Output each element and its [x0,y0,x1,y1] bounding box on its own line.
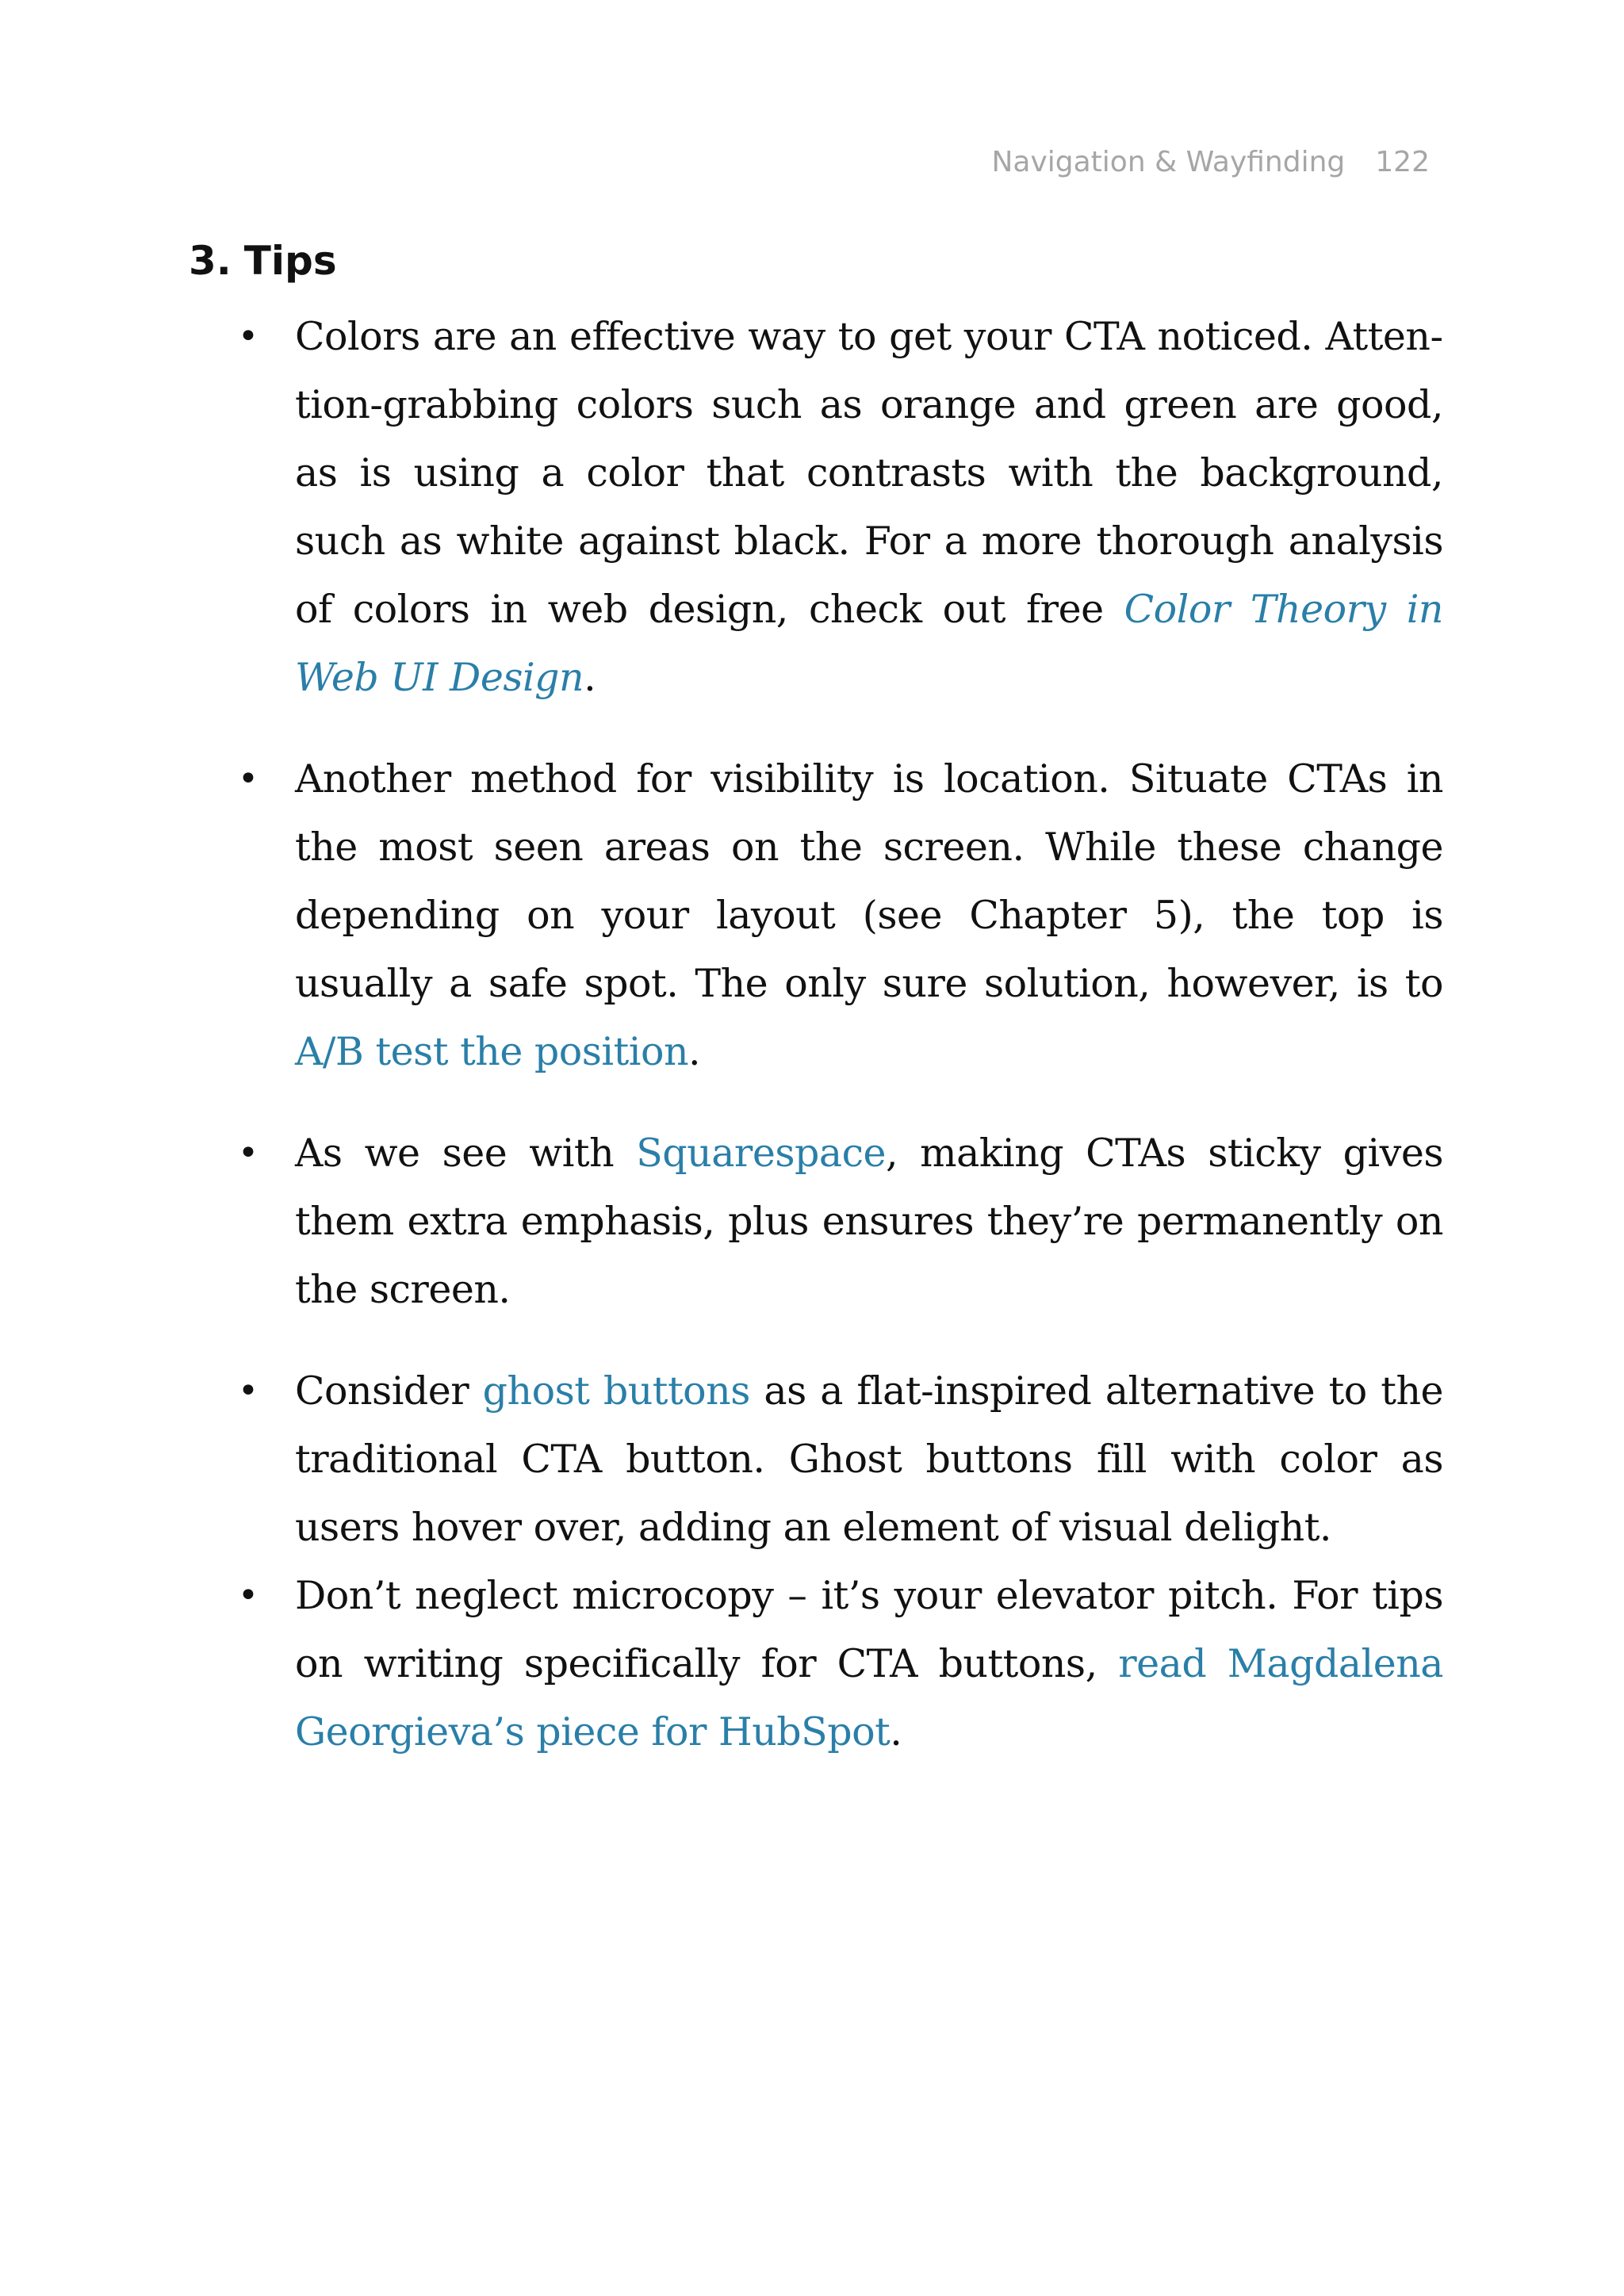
section-heading [189,238,337,284]
list-item [238,1357,1443,1562]
color-theory-link[interactable]: Color Theory in Web UI Design [295,587,1443,700]
tip-text-end: as a flat-inspired alternative to the traditional CTA button. Ghost buttons fill with color as users hover over, adding an element of visual delight. [295,1368,1444,1550]
tip-text-end: , making CTAs sticky gives them extra emphasis, plus ensures they’re permanently on the screen. [295,1131,1444,1312]
chapter-title: Navigation & Wayfinding [991,146,1346,178]
list-item [238,303,1443,712]
tip-text: Colors are an effective way to get your CTA noticed. Attention-grabbing colors such as orange and green are good, as is using a color that contrasts with the background, such as white against black. For a more thorough analysis of colors in web design, check out free [295,314,1443,632]
page-number: 122 [1375,146,1430,178]
bullet-icon: • [238,759,259,799]
section-title: Tips [243,238,337,284]
bullet-icon: • [238,1133,259,1173]
list-item [238,1119,1443,1324]
tip-text: Another method for visibility is location. Situate CTAs in the most seen areas on the screen. While these change depending on your layout (see Chapter 5), the top is usually a safe spot. The only sure solution, however, is to [295,756,1443,1006]
section-number: 3. [189,238,232,284]
tips-list [238,303,1443,1766]
tip-text-end: . [584,655,596,700]
ghost-buttons-link[interactable]: ghost buttons [482,1368,750,1414]
tip-text: As we see with [295,1131,637,1176]
running-header [991,146,1430,178]
bullet-icon: • [238,316,259,357]
tip-text: Consider [295,1368,483,1414]
ab-test-link[interactable]: A/B test the position [295,1029,689,1074]
hubspot-article-link[interactable]: read Magdalena Georgieva’s piece for HubSpot [295,1641,1443,1755]
list-item [238,1562,1443,1766]
bullet-icon: • [238,1371,259,1411]
tip-text: Don’t neglect microcopy – it’s your elevator pitch. For tips on writing specifically for CTA buttons, [295,1573,1443,1686]
bullet-icon: • [238,1575,259,1616]
tip-text-end: . [688,1029,701,1074]
squarespace-link[interactable]: Squarespace [636,1131,887,1176]
list-item [238,745,1443,1086]
tip-text-end: . [890,1709,902,1755]
